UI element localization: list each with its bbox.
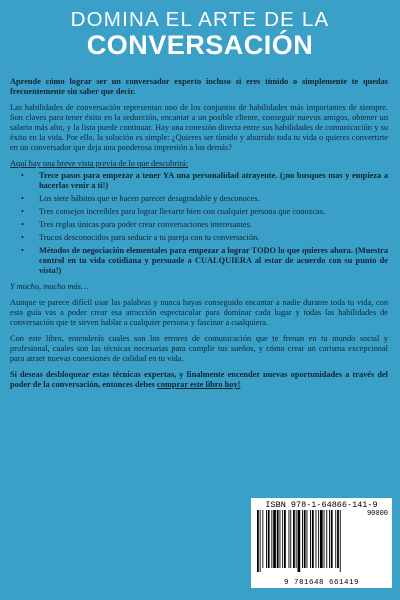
bullet-icon: • — [21, 171, 24, 180]
barcode-number: 9 781648 661419 — [283, 579, 359, 587]
barcode-bar — [282, 510, 283, 568]
closing-text: Si deseas desbloquear estas técnicas expertas, y finalmente encender nuevas oportunidades a través del poder de la conversación, entonces debes — [10, 370, 388, 389]
list-item — [10, 220, 388, 230]
bullet-icon: • — [21, 220, 24, 229]
isbn-label: ISBN 978-1-64866-141-9 — [265, 500, 378, 510]
and-more-text: Y mucho, mucho más… — [10, 282, 89, 291]
barcode-bar — [337, 510, 339, 568]
list-item — [10, 194, 388, 204]
barcode-bar — [289, 510, 290, 568]
list-item-text: Los siete hábitos que te hacen parecer desagradable y desconoces. — [39, 194, 260, 203]
list-item — [10, 207, 388, 217]
list-item-text: Trece pasos para empezar a tener YA una personalidad atrayente. (¡no busques mas y empieza a hacerlas venir a ti!) — [39, 171, 388, 190]
barcode-bar — [316, 510, 317, 568]
barcode-bar — [266, 510, 267, 568]
barcode-bar — [329, 510, 330, 568]
barcode-bar — [318, 510, 319, 568]
barcode-bar — [310, 510, 311, 568]
bullet-icon: • — [21, 246, 24, 255]
bullet-icon: • — [21, 233, 24, 242]
list-item — [10, 246, 388, 276]
bullet-icon: • — [21, 207, 24, 216]
list-item — [10, 233, 388, 243]
barcode-bar — [284, 510, 286, 568]
barcode-bar — [290, 510, 291, 568]
cover-header — [0, 0, 400, 64]
list-item-text: Tres reglas únicas para poder crear conversaciones interesantes. — [39, 220, 252, 229]
barcode-bar — [340, 510, 341, 572]
title-line-2: CONVERSACIÓN — [86, 30, 314, 60]
barcode-bar — [298, 510, 301, 572]
list-item-text: Métodos de negociación elementales para empezar a lograr TODO lo que quieres ahora. (Muestra control en tu vida cotidiana y persuade a CUALQUIERA al estar de acuerdo con su punto de vista!) — [39, 246, 388, 275]
paragraph-attraction: Aunque te parece difícil usar las palabras y nunca hayas conseguido encantar a nadie durante toda tu vida, con esta guía vas a poder crear esa atracción espectacular para dominar cada lugar y todas las habilidades de conversación que te sirven hablar a cualquier persona y fascinar a cualquiera. — [10, 298, 388, 327]
barcode-bar — [304, 510, 306, 568]
list-item — [10, 171, 388, 191]
barcode-bar — [320, 510, 323, 568]
barcode-bar — [296, 510, 297, 568]
barcode-box — [251, 498, 392, 588]
barcode-bar — [307, 510, 308, 568]
barcode-bar — [293, 510, 295, 568]
buy-link[interactable]: comprar este libro hoy! — [157, 380, 241, 389]
preview-heading: Aquí hay una breve vista previa de lo que descubrirá: — [10, 159, 189, 168]
barcode-bar — [260, 510, 261, 572]
barcode-bar — [324, 510, 325, 568]
barcode-bar — [271, 510, 272, 568]
barcode-bar — [326, 510, 327, 568]
barcode-bar — [312, 510, 314, 568]
barcode-icon — [255, 510, 360, 574]
cover-body-text — [10, 77, 388, 390]
list-item-text: Trucos desconocidos para seducir a tu pareja con tu conversación. — [39, 233, 260, 242]
barcode-bar — [262, 510, 263, 568]
barcode-bar — [280, 510, 281, 568]
intro-paragraph: Aprende cómo lograr ser un conversador experto incluso si eres tímido o simplemente te quedas frecuentemente sin saber que decir. — [10, 77, 388, 96]
barcode-bar — [335, 510, 336, 568]
paragraph-skills: Las habilidades de conversación representan uno de los conjuntos de habilidades más importantes de siempre. Son claves para tener éxito en la seducción, encantar a un posible cliente, conseguir nuevos amigos, obtener un salario más alto, y la lista puede continuar. Hay una conexión directa entre sus habilidades de comunicación y su éxito en la vida. Por ello, la solución es simple: ¿Quieres ser tímido y aburrido toda tu vida o quieres convertirte en un conversador que deja una ponderosa impresión a los demás? — [10, 103, 388, 152]
list-item-text: Tres consejos increíbles para lograr llevarte bien con cualquier persona que conozcas. — [39, 207, 326, 216]
barcode-bar — [302, 510, 303, 568]
title-line-1: DOMINA EL ARTE DE LA — [70, 8, 330, 31]
barcode-bar — [268, 510, 270, 568]
barcode-bar — [277, 510, 279, 568]
bullet-icon: • — [21, 194, 24, 203]
price-code: 90000 — [366, 510, 388, 518]
barcode-bar — [331, 510, 333, 568]
preview-list — [10, 171, 388, 276]
closing-paragraph — [10, 370, 388, 390]
paragraph-book: Con este libro, entenderás cuales son los errores de comunicación que te frenan en tu mundo social y profesional, cuales son las técnicas necesarias para cumplir tus sueños, y cómo crear un carisma excepcional para atraer nuevas conexiones de calidad en tu vida. — [10, 334, 388, 363]
barcode-bar — [273, 510, 276, 568]
barcode-bar — [257, 510, 259, 572]
